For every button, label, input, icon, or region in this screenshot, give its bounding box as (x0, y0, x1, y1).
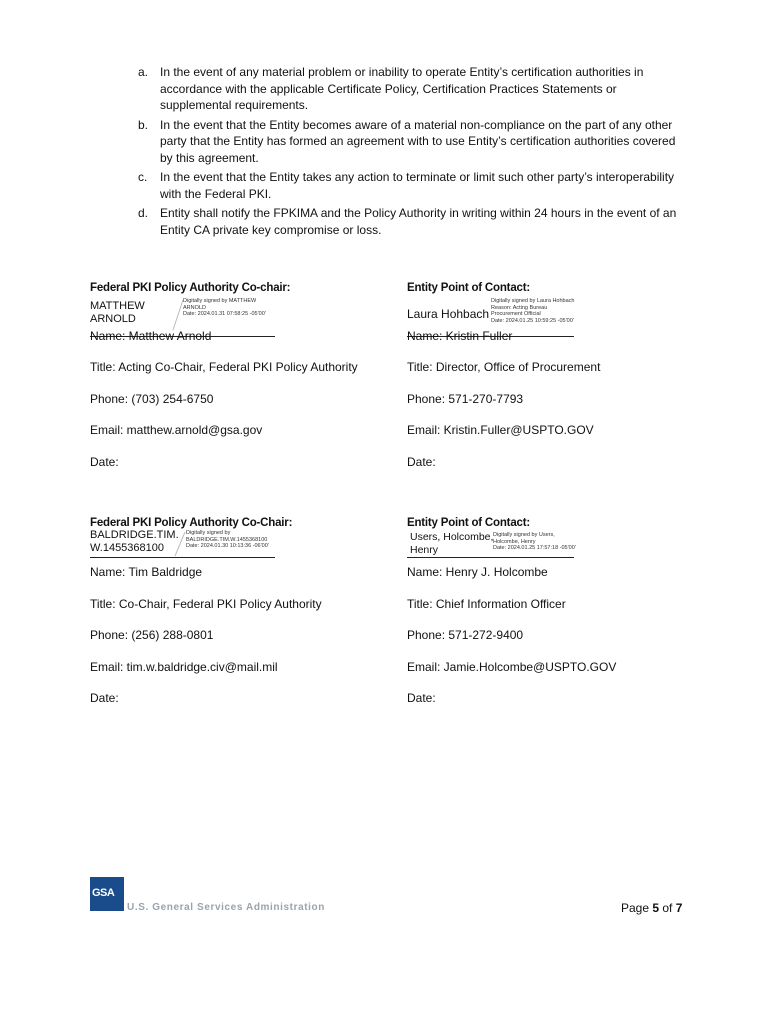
list-item-text: In the event that the Entity becomes aware of a material non-compliance on the part of any other party that the Entity has formed an agreement with to use Entity’s certification authorities covered by this agreement. (160, 117, 676, 165)
signer-email-field: Email: Jamie.Holcombe@USPTO.GOV (407, 660, 617, 674)
signer-title-field: Title: Director, Office of Procurement (407, 360, 601, 374)
signer-name-field: Name: Henry J. Holcombe (407, 565, 548, 579)
block-heading: Federal PKI Policy Authority Co-Chair: (90, 517, 293, 529)
signature-block-fpki-baldridge (90, 517, 293, 558)
note-line: Digitally signed by (186, 530, 231, 536)
signer-line: BALDRIDGE.TIM. (90, 529, 179, 541)
signer-email-field: Email: tim.w.baldridge.civ@mail.mil (90, 660, 278, 674)
notification-list (138, 64, 688, 241)
agency-name: U.S. General Services Administration (127, 902, 325, 913)
signer-date-field: Date: (90, 691, 119, 705)
digital-signature-note (493, 532, 578, 552)
note-line: Date: 2024.01.30 10:13:36 -06'00' (186, 543, 269, 549)
list-marker: c. (138, 170, 148, 184)
page-of: of (659, 901, 676, 915)
signer-line: Users, Holcombe, (410, 531, 494, 543)
signer-title-field: Title: Chief Information Officer (407, 597, 566, 611)
signature-block-entity-holcombe (407, 517, 607, 558)
block-heading: Entity Point of Contact: (407, 517, 530, 529)
signer-date-field: Date: (407, 691, 436, 705)
note-line: Reason: Acting Bureau (491, 304, 548, 311)
digital-signature-note (186, 530, 286, 550)
note-line: Digitally signed by Laura Hohbach (491, 298, 575, 304)
signer-name (90, 529, 179, 555)
signer-line: W.1455368100 (90, 542, 165, 554)
note-line: Procurement Official (491, 311, 541, 317)
page-number (621, 901, 682, 915)
signer-phone-field: Phone: (703) 254-6750 (90, 392, 214, 406)
signer-title-field: Title: Co-Chair, Federal PKI Policy Authority (90, 597, 322, 611)
digital-signature-note (183, 298, 283, 318)
signer-date-field: Date: (90, 455, 119, 469)
signer-line: MATTHEW (90, 300, 145, 312)
signer-name-field: Name: Matthew Arnold (90, 329, 212, 343)
note-line: ARNOLD (183, 304, 206, 311)
page-total: 7 (675, 901, 683, 915)
signer-email-field: Email: Kristin.Fuller@USPTO.GOV (407, 423, 594, 437)
signature-field[interactable] (90, 529, 275, 558)
list-item-text: In the event that the Entity takes any action to terminate or limit such other party’s interoperability with the Federal PKI. (160, 170, 675, 201)
list-marker: a. (138, 65, 149, 79)
page-current: 5 (652, 901, 660, 915)
signer-phone-field: Phone: 571-270-7793 (407, 392, 524, 406)
signer-line: ARNOLD (90, 313, 136, 325)
note-line: Digitally signed by Users, (493, 532, 555, 538)
gsa-logo-text: GSA (92, 887, 115, 899)
note-line: Digitally signed by MATTHEW (183, 298, 257, 304)
signer-title-field: Title: Acting Co-Chair, Federal PKI Policy Authority (90, 360, 358, 374)
signature-field[interactable] (407, 529, 574, 558)
signer-email-field: Email: matthew.arnold@gsa.gov (90, 423, 263, 437)
note-line: Date: 2024.01.31 07:58:25 -05'00' (183, 311, 266, 317)
signer-phone-field: Phone: 571-272-9400 (407, 628, 524, 642)
signer-line: Henry (410, 544, 439, 556)
list-marker: d. (138, 206, 149, 220)
note-line: Date: 2024.01.25 10:59:25 -05'00' (491, 317, 574, 324)
list-item (138, 205, 688, 238)
signer-name (90, 300, 145, 326)
list-item-text: In the event of any material problem or inability to operate Entity’s certification authorities in accordance with the applicable Certificate Policy, Certification Practices Statements or supplemental requirements. (160, 65, 644, 112)
gsa-logo (90, 877, 124, 911)
list-item-text: Entity shall notify the FPKIMA and the Policy Authority in writing within 24 hours in the event of an Entity CA private key compromise or loss. (160, 206, 677, 237)
note-line: BALDRIDGE.TIM.W.1455368100 (186, 536, 268, 543)
page-prefix: Page (621, 901, 653, 915)
signature-stroke-icon (174, 531, 186, 557)
signer-name (407, 308, 489, 321)
list-item (138, 117, 688, 167)
block-heading: Entity Point of Contact: (407, 282, 530, 294)
list-item (138, 64, 688, 114)
signer-line: Laura Hohbach (407, 307, 490, 321)
signer-name-field: Name: Kristin Fuller (407, 329, 513, 343)
note-line: Date: 2024.01.25 17:57:18 -05'00' (493, 545, 576, 551)
digital-signature-note (491, 298, 581, 324)
signer-date-field: Date: (407, 455, 436, 469)
list-marker: b. (138, 117, 149, 132)
note-line: Holcombe, Henry (493, 538, 536, 545)
block-heading: Federal PKI Policy Authority Co-chair: (90, 282, 291, 294)
list-item (138, 169, 688, 202)
signer-name-field: Name: Tim Baldridge (90, 565, 203, 579)
signer-phone-field: Phone: (256) 288-0801 (90, 628, 214, 642)
signer-name (410, 531, 493, 557)
